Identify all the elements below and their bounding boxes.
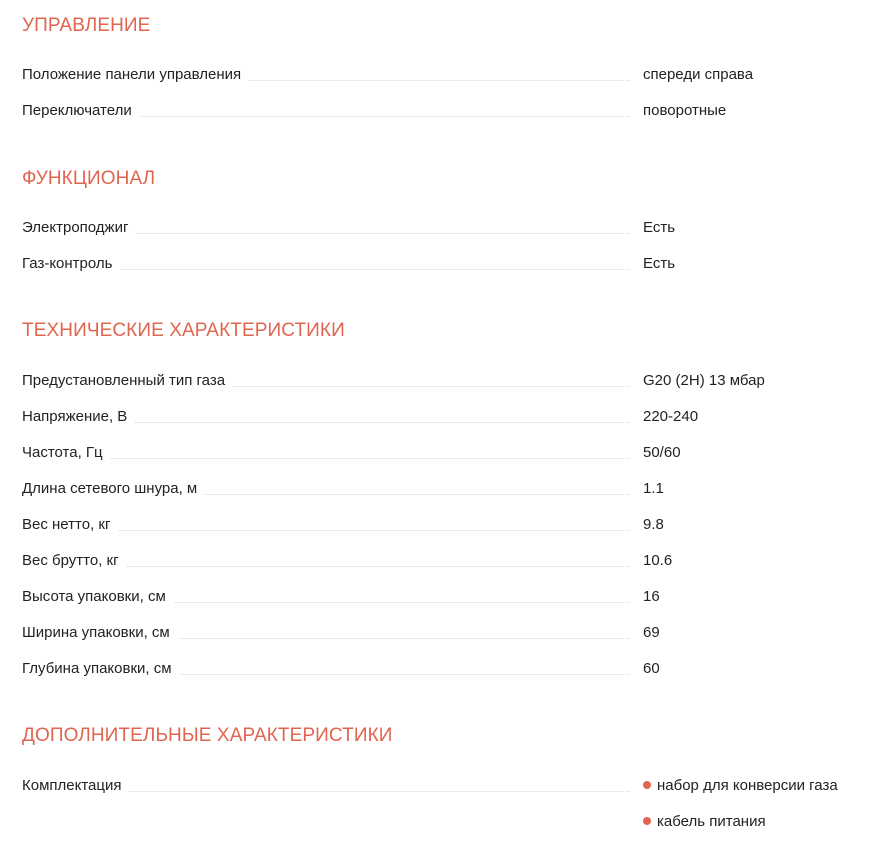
spec-row [22, 776, 862, 830]
spec-value: 10.6 [643, 552, 673, 569]
spec-value: 50/60 [643, 444, 681, 461]
spec-row [22, 101, 862, 137]
section-title: ДОПОЛНИТЕЛЬНЫЕ ХАРАКТЕРИСТИКИ [22, 725, 393, 746]
section-title: ФУНКЦИОНАЛ [22, 168, 156, 189]
spec-value: поворотные [643, 102, 727, 119]
dotted-leader [22, 458, 630, 459]
bullet-icon [643, 817, 651, 825]
spec-row [22, 65, 862, 101]
spec-label: Глубина упаковки, см [22, 659, 180, 679]
spec-label: Комплектация [22, 776, 129, 796]
spec-label: Электроподжиг [22, 218, 136, 238]
spec-label: Напряжение, В [22, 407, 135, 427]
spec-label: Положение панели управления [22, 65, 249, 85]
spec-value: G20 (2H) 13 мбар [643, 372, 765, 389]
section-controls [22, 14, 862, 119]
spec-value: 60 [643, 660, 660, 677]
spec-value: 69 [643, 624, 660, 641]
spec-value: 1.1 [643, 480, 664, 497]
spec-label: Частота, Гц [22, 443, 111, 463]
section-additional [22, 724, 862, 830]
spec-value: набор для конверсии газа [657, 777, 838, 794]
spec-row [22, 623, 862, 659]
spec-row [22, 515, 862, 551]
spec-value: Есть [643, 255, 676, 272]
spec-label: Вес нетто, кг [22, 515, 118, 535]
spec-value: 16 [643, 588, 660, 605]
section-title: УПРАВЛЕНИЕ [22, 15, 151, 36]
spec-value: 9.8 [643, 516, 664, 533]
bullet-icon [643, 781, 651, 789]
spec-row [22, 587, 862, 623]
spec-label: Длина сетевого шнура, м [22, 479, 205, 499]
spec-row [22, 443, 862, 479]
section-title: ТЕХНИЧЕСКИЕ ХАРАКТЕРИСТИКИ [22, 320, 345, 341]
list-item [643, 776, 838, 812]
spec-row [22, 659, 862, 695]
spec-label: Ширина упаковки, см [22, 623, 178, 643]
spec-row [22, 371, 862, 407]
spec-label: Высота упаковки, см [22, 587, 174, 607]
spec-label: Переключатели [22, 101, 140, 121]
spec-row [22, 551, 862, 587]
spec-row [22, 254, 862, 290]
spec-label: Предустановленный тип газа [22, 371, 233, 391]
spec-row [22, 407, 862, 443]
spec-value-list [643, 776, 838, 848]
list-item [643, 812, 838, 848]
spec-value: спереди справа [643, 66, 754, 83]
section-features [22, 167, 862, 272]
spec-row [22, 218, 862, 254]
spec-label: Газ-контроль [22, 254, 120, 274]
spec-value: кабель питания [657, 813, 766, 830]
spec-value: Есть [643, 219, 676, 236]
spec-row [22, 479, 862, 515]
spec-label: Вес брутто, кг [22, 551, 127, 571]
section-technical [22, 319, 862, 677]
spec-value: 220-240 [643, 408, 699, 425]
